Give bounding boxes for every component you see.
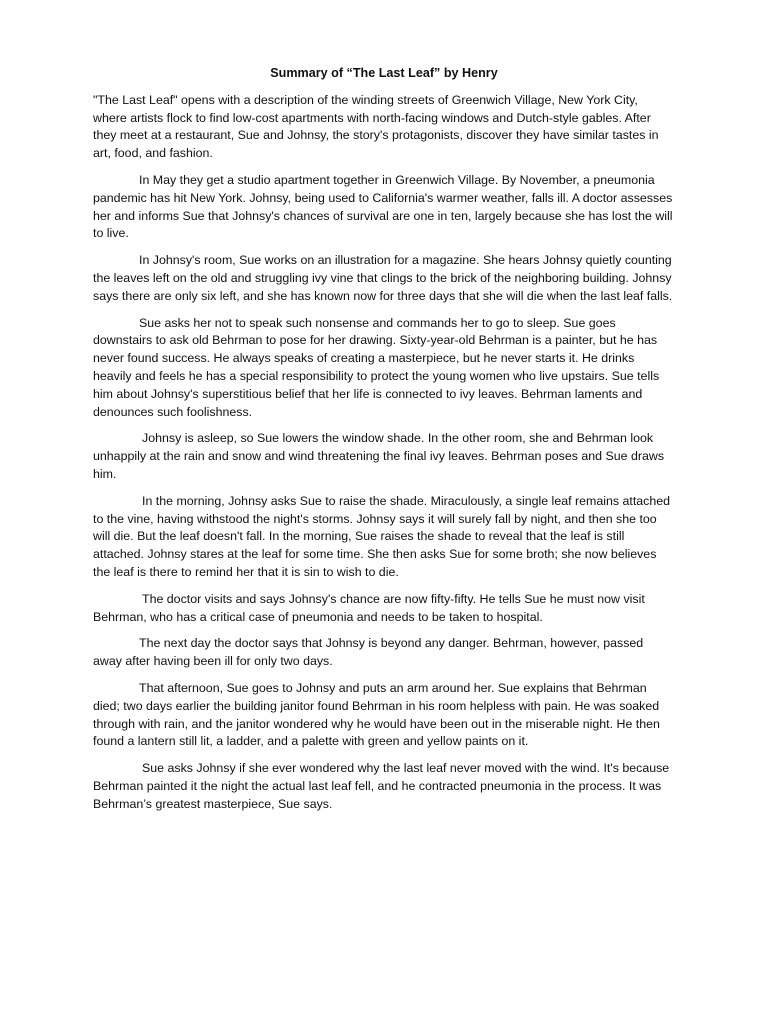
paragraph-6: In the morning, Johnsy asks Sue to raise the shade. Miraculously, a single leaf remains attached to the vine, having withstood the night's storms. Johnsy says it will surely fall by night, and then she too will die. But the leaf doesn't fall. In the morning, Sue raises the shade to reveal that the leaf is still attached. Johnsy stares at the leaf for some time. She then asks Sue for some broth; she now believes the leaf is there to remind her that it is sin to wish to die. bbox=[93, 493, 671, 579]
paragraph-10: Sue asks Johnsy if she ever wondered why the last leaf never moved with the wind. It's because Behrman painted it the night the actual last leaf fell, and he contracted pneumonia in the process. It was Behrman’s greatest masterpiece, Sue says. bbox=[93, 761, 670, 811]
paragraph-2: In May they get a studio apartment together in Greenwich Village. By November, a pneumonia pandemic has hit New York. Johnsy, being used to California's warmer weather, falls ill. A doctor assesses her and informs Sue that Johnsy's chances of survival are one in ten, largely because she has lost the will to live. bbox=[93, 172, 673, 241]
document-page bbox=[93, 65, 675, 822]
document-title: Summary of “The Last Leaf” by Henry bbox=[270, 66, 498, 80]
paragraph-5: Johnsy is asleep, so Sue lowers the window shade. In the other room, she and Behrman look unhappily at the rain and snow and wind threatening the final ivy leaves. Behrman poses and Sue draws him. bbox=[93, 431, 665, 481]
paragraph-4: Sue asks her not to speak such nonsense and commands her to go to sleep. Sue goes downstairs to ask old Behrman to pose for her drawing. Sixty-year-old Behrman is a painter, but he has never found success. He always speaks of creating a masterpiece, but he never starts it. He drinks heavily and feels he has a special responsibility to protect the young women who live upstairs. Sue tells him about Johnsy's superstitious belief that her life is connected to ivy leaves. Behrman laments and denounces such foolishness. bbox=[93, 315, 660, 419]
paragraph-8: The next day the doctor says that Johnsy is beyond any danger. Behrman, however, passed away after having been ill for only two days. bbox=[93, 636, 644, 669]
paragraph-1: "The Last Leaf" opens with a description of the winding streets of Greenwich Village, New York City, where artists flock to find low-cost apartments with north-facing windows and Dutch-style gables. After they meet at a restaurant, Sue and Johnsy, the story's protagonists, discover they have similar tastes in art, food, and fashion. bbox=[93, 92, 659, 161]
paragraph-7: The doctor visits and says Johnsy's chance are now fifty-fifty. He tells Sue he must now visit Behrman, who has a critical case of pneumonia and needs to be taken to hospital. bbox=[93, 591, 645, 624]
paragraph-9: That afternoon, Sue goes to Johnsy and puts an arm around her. Sue explains that Behrman died; two days earlier the building janitor found Behrman in his room helpless with pain. He was soaked through with rain, and the janitor wondered why he would have been out in the miserable night. He then found a lantern still lit, a ladder, and a palette with green and yellow paints on it. bbox=[93, 680, 660, 749]
paragraph-3: In Johnsy's room, Sue works on an illustration for a magazine. She hears Johnsy quietly counting the leaves left on the old and struggling ivy vine that clings to the brick of the neighboring building. Johnsy says there are only six left, and she has known now for three days that she will die when the last leaf falls. bbox=[93, 253, 673, 303]
